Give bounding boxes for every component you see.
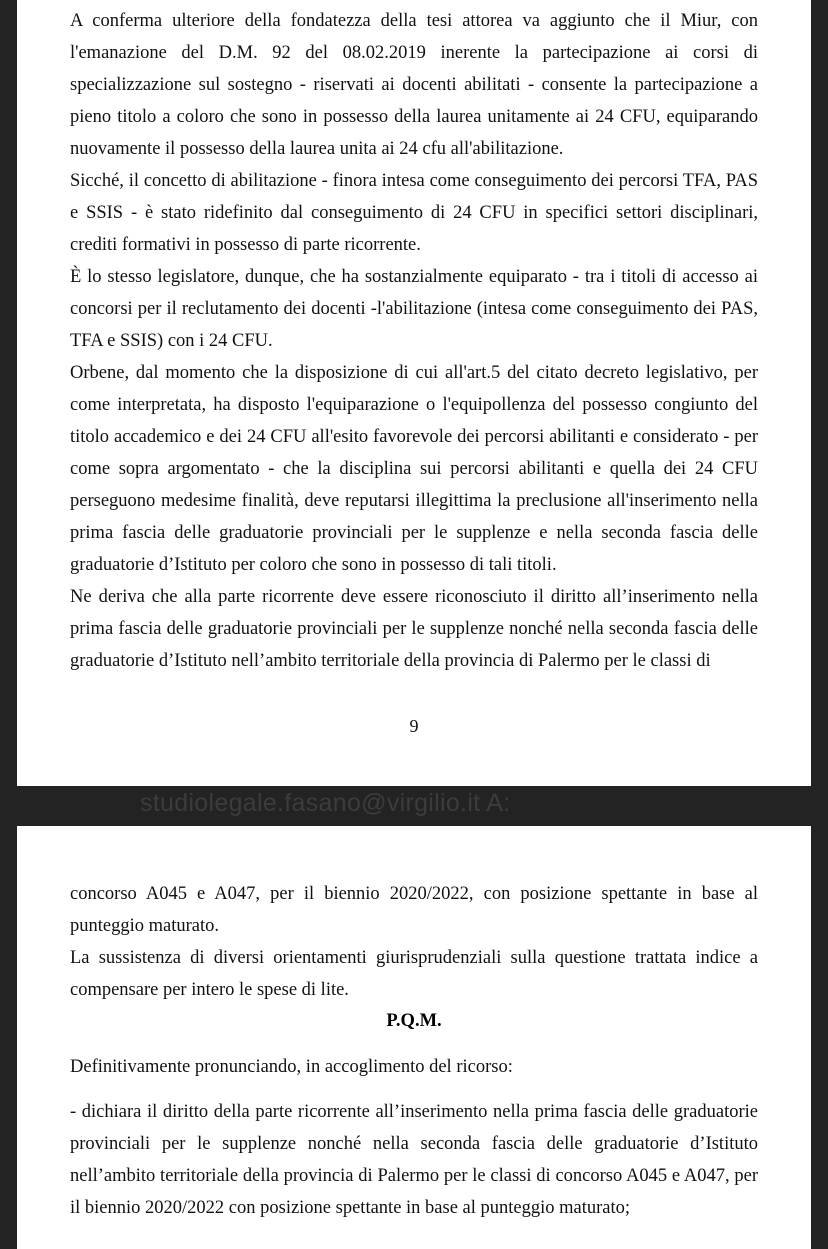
- paragraph-concorso: concorso A045 e A047, per il biennio 2020/2022, con posizione spettante in base al punteggio maturato.: [70, 884, 758, 936]
- paragraph-ne-deriva: Ne deriva che alla parte ricorrente deve essere riconosciuto il diritto all’inserimento nella prima fascia delle graduatorie provinciali per le supplenze nonché nella seconda fascia delle graduatorie d’Istituto nell’ambito territoriale della provincia di Palermo per le classi di: [70, 587, 758, 671]
- paragraph-abilitazione: Sicché, il concetto di abilitazione - finora intesa come conseguimento dei percorsi TFA, PAS e SSIS - è stato ridefinito dal conseguimento di 24 CFU in specifici settori disciplinari, crediti formativi in possesso di parte ricorrente.: [70, 171, 758, 255]
- paragraph-legislatore: È lo stesso legislatore, dunque, che ha sostanzialmente equiparato - tra i titoli di accesso ai concorsi per il reclutamento dei docenti -l'abilitazione (intesa come conseguimento dei PAS, TFA e SSIS) con i 24 CFU.: [70, 267, 758, 351]
- section-heading-pqm: P.Q.M.: [386, 1011, 442, 1031]
- page-number: 9: [409, 716, 419, 736]
- paragraph-spese: La sussistenza di diversi orientamenti giurisprudenziali sulla questione trattata indice a compensare per intero le spese di lite.: [70, 948, 758, 1000]
- paragraph-dm92: A conferma ulteriore della fondatezza della tesi attorea va aggiunto che il Miur, con l'emanazione del D.M. 92 del 08.02.2019 inerente la partecipazione ai corsi di specializzazione sul sostegno - riservati ai docenti abilitati - consente la partecipazione a pieno titolo a coloro che sono in possesso della laurea unitamente ai 24 CFU, equiparando nuovamente il possesso della laurea unita ai 24 cfu all'abilitazione.: [70, 11, 758, 159]
- paragraph-intro: Definitivamente pronunciando, in accoglimento del ricorso:: [70, 1057, 513, 1077]
- document-page-10: [17, 826, 811, 1249]
- document-page-9: [17, 0, 811, 786]
- email-watermark: studiolegale.fasano@virgilio.it A:: [140, 789, 511, 817]
- paragraph-dichiara: - dichiara il diritto della parte ricorrente all’inserimento nella prima fascia delle graduatorie provinciali per le supplenze nonché nella seconda fascia delle graduatorie d’Istituto nell’ambito territoriale della provincia di Palermo per le classi di concorso A045 e A047, per il biennio 2020/2022 con posizione spettante in base al punteggio maturato;: [70, 1102, 758, 1218]
- paragraph-orbene: Orbene, dal momento che la disposizione di cui all'art.5 del citato decreto legislativo, per come interpretata, ha disposto l'equiparazione o l'equipollenza del possesso congiunto del titolo accademico e dei 24 CFU all'esito favorevole dei percorsi abilitanti e considerato - per come sopra argomentato - che la disciplina sui percorsi abilitanti e quella dei 24 CFU perseguono medesime finalità, deve reputarsi illegittima la preclusione all'inserimento nella prima fascia delle graduatorie provinciali per le supplenze e nella seconda fascia delle graduatorie d’Istituto per coloro che sono in possesso di tali titoli.: [70, 363, 758, 575]
